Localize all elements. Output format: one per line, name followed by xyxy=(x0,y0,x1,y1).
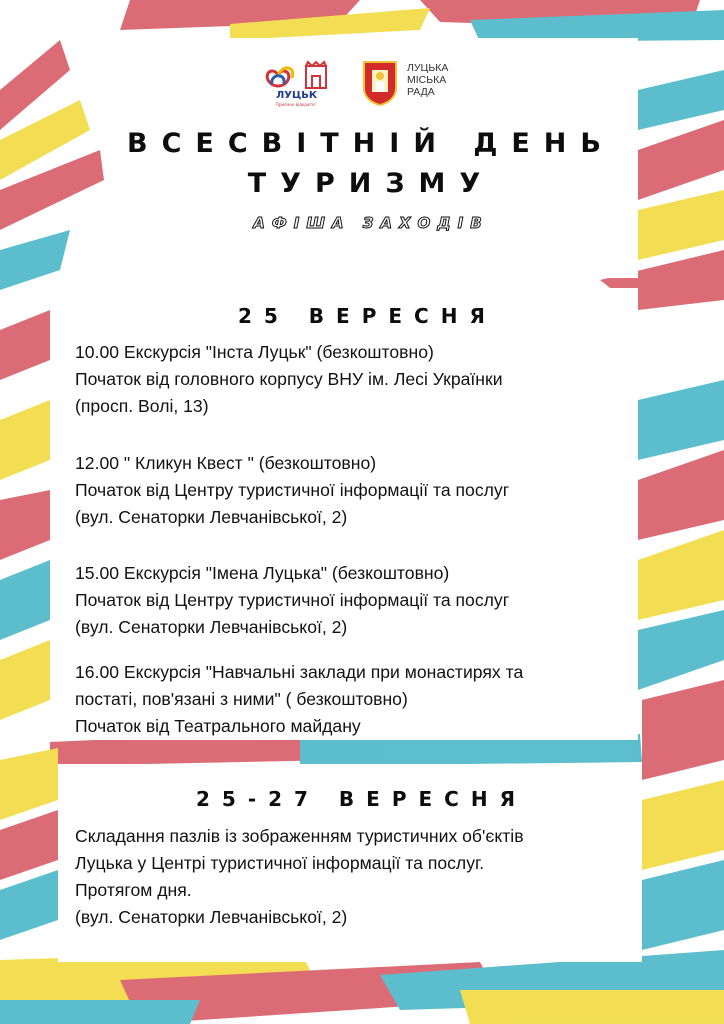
council-line-1: ЛУЦЬКА xyxy=(407,62,449,74)
event-address: (вул. Сенаторки Левчанівської, 2) xyxy=(75,507,348,527)
event-item xyxy=(75,339,635,420)
event-address: (просп. Волі, 13) xyxy=(75,396,209,416)
logos-row xyxy=(262,58,482,110)
council-line-3: РАДА xyxy=(407,86,435,98)
day2-activity xyxy=(75,823,635,931)
lutsk-city-logo xyxy=(262,60,334,106)
event-item xyxy=(75,450,635,531)
day1-date-heading: 25 ВЕРЕСНЯ xyxy=(238,304,497,328)
event-location: Початок від головного корпусу ВНУ ім. Лесі Українки xyxy=(75,369,503,389)
activity-line-3: Протягом дня. xyxy=(75,880,192,900)
council-line-2: МІСЬКА xyxy=(407,74,447,86)
page-subtitle: АФІША ЗАХОДІВ xyxy=(253,214,489,232)
event-item xyxy=(75,659,635,740)
activity-address: (вул. Сенаторки Левчанівської, 2) xyxy=(75,907,348,927)
page-title-line-1: ВСЕСВІТНІЙ ДЕНЬ xyxy=(126,128,615,159)
day2-date-heading: 25-27 ВЕРЕСНЯ xyxy=(196,787,527,811)
event-item xyxy=(75,560,635,641)
event-time-title: 16.00 Екскурсія "Навчальні заклади при монастирях та xyxy=(75,662,524,682)
lutsk-logo-tagline: Приємно відкрито! xyxy=(276,102,316,107)
event-address: (вул. Сенаторки Левчанівської, 2) xyxy=(75,617,348,637)
city-crest-icon xyxy=(362,60,398,106)
event-location: Початок від Центру туристичної інформації та послуг xyxy=(75,480,510,500)
event-location: Початок від Театрального майдану xyxy=(75,716,361,736)
city-council-label xyxy=(407,62,448,98)
event-location: Початок від Центру туристичної інформації та послуг xyxy=(75,590,510,610)
event-title-continued: постаті, пов'язані з ними" ( безкоштовно) xyxy=(75,689,408,709)
event-time-title: 12.00 " Кликун Квест " (безкоштовно) xyxy=(75,453,377,473)
activity-line-1: Складання пазлів із зображенням туристичних об'єктів xyxy=(75,826,524,846)
event-time-title: 10.00 Екскурсія "Інста Луцьк" (безкоштовно) xyxy=(75,342,434,362)
event-time-title: 15.00 Екскурсія "Імена Луцька" (безкоштовно) xyxy=(75,563,450,583)
lutsk-logo-word: ЛУЦЬК xyxy=(276,90,318,101)
page-title-line-2: ТУРИЗМУ xyxy=(247,168,495,199)
activity-line-2: Луцька у Центрі туристичної інформації та послуг. xyxy=(75,853,485,873)
